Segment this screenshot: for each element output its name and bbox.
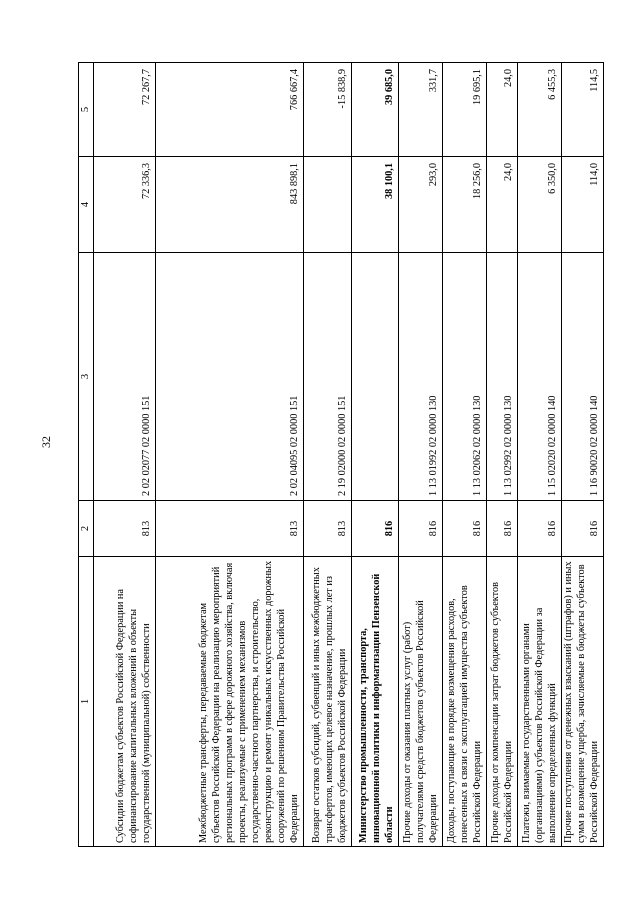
budget-code-cell: 1 15 02020 02 0000 140 [518,253,562,501]
budget-code-cell: 2 19 02000 02 0000 151 [304,253,352,501]
plan-amount-cell: 6 350,0 [518,157,562,253]
table-header-row [79,63,94,847]
table-row [94,63,156,847]
budget-code-cell: 1 13 01992 02 0000 130 [399,253,443,501]
table-row [304,63,352,847]
actual-amount-cell: 19 695,1 [443,63,487,157]
actual-amount-cell: 24,0 [487,63,518,157]
row-name-cell: Министерство промышленности, транспорта, инновационной политики и информатизации Пензенской области [352,557,399,847]
table-row [399,63,443,847]
revenue-table [78,62,604,847]
plan-amount-cell: 24,0 [487,157,518,253]
admin-code-cell: 813 [94,501,156,557]
plan-amount-cell: 843 898,1 [156,157,304,253]
plan-amount-cell: 293,0 [399,157,443,253]
actual-amount-cell: 331,7 [399,63,443,157]
actual-amount-cell: 766 667,4 [156,63,304,157]
actual-amount-cell: 39 685,0 [352,63,399,157]
header-col-3: 3 [79,253,94,501]
actual-amount-cell: 6 455,3 [518,63,562,157]
table-row [487,63,518,847]
admin-code-cell: 813 [304,501,352,557]
budget-code-cell [352,253,399,501]
budget-code-cell: 1 13 02062 02 0000 130 [443,253,487,501]
admin-code-cell: 813 [156,501,304,557]
plan-amount-cell: 38 100,1 [352,157,399,253]
plan-amount-cell [304,157,352,253]
header-col-1: 1 [79,557,94,847]
admin-code-cell: 816 [399,501,443,557]
admin-code-cell: 816 [487,501,518,557]
plan-amount-cell: 18 256,0 [443,157,487,253]
actual-amount-cell: -15 838,9 [304,63,352,157]
budget-code-cell: 2 02 04095 02 0000 151 [156,253,304,501]
admin-code-cell: 816 [518,501,562,557]
table-row [562,63,604,847]
budget-code-cell: 1 16 90020 02 0000 140 [562,253,604,501]
row-name-cell: Возврат остатков субсидий, субвенций и иных межбюджетных трансфертов, имеющих целевое назначение, прошлых лет из бюджетов субъектов Российской Федерации [304,557,352,847]
budget-code-cell: 2 02 02077 02 0000 151 [94,253,156,501]
admin-code-cell: 816 [352,501,399,557]
header-col-5: 5 [79,63,94,157]
admin-code-cell: 816 [562,501,604,557]
row-name-cell: Прочие доходы от компенсации затрат бюджетов субъектов Российской Федерации [487,557,518,847]
row-name-cell: Платежи, взимаемые государственными органами (организациями) субъектов Российской Федерации за выполнение определенных функций [518,557,562,847]
table-row [352,63,399,847]
actual-amount-cell: 72 267,7 [94,63,156,157]
row-name-cell: Доходы, поступающие в порядке возмещения расходов, понесенных в связи с эксплуатацией имущества субъектов Российской Федерации [443,557,487,847]
table-row [443,63,487,847]
header-col-4: 4 [79,157,94,253]
row-name-cell: Прочие поступления от денежных взысканий (штрафов) и иных сумм в возмещение ущерба, зачисляемые в бюджеты субъектов Российской Федерации [562,557,604,847]
plan-amount-cell: 114,0 [562,157,604,253]
page-number: 32 [39,436,53,448]
admin-code-cell: 816 [443,501,487,557]
budget-code-cell: 1 13 02992 02 0000 130 [487,253,518,501]
header-col-2: 2 [79,501,94,557]
row-name-cell: Субсидии бюджетам субъектов Российской Федерации на софинансирование капитальных вложений в объекты государственной (муниципальной) собственности [94,557,156,847]
row-name-cell: Прочие доходы от оказания платных услуг (работ) получателями средств бюджетов субъектов Российской Федерации [399,557,443,847]
actual-amount-cell: 114,5 [562,63,604,157]
table-row [156,63,304,847]
table-row [518,63,562,847]
rotated-table-container [78,63,602,847]
plan-amount-cell: 72 336,3 [94,157,156,253]
row-name-cell: Межбюджетные трансферты, передаваемые бюджетам субъектов Российской Федерации на реализацию мероприятий региональных программ в сфере дорожного хозяйства, включая проекты, реализуемые с применением механизмов государственно-частного партнерства, и строительство, реконструкцию и ремонт уникальных искусственных дорожных сооружений по решениям Правительства Российской Федерации [156,557,304,847]
